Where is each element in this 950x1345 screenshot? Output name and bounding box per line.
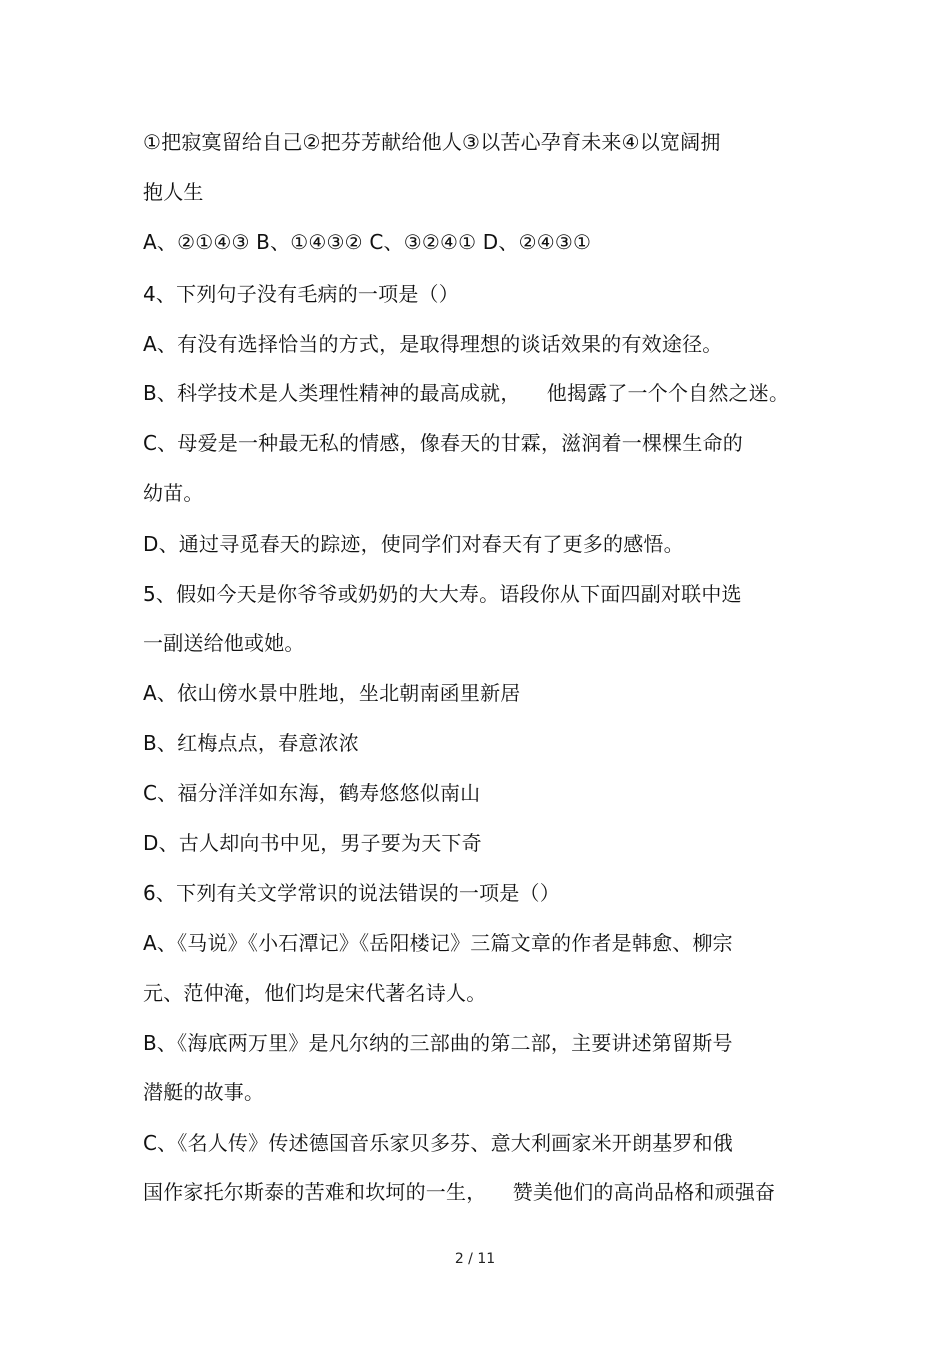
text-line: C、《名人传》传述德国音乐家贝多芬、意大利画家米开朗基罗和俄 bbox=[143, 1131, 733, 1155]
text-line: A、《马说》《小石潭记》《岳阳楼记》三篇文章的作者是韩愈、柳宗 bbox=[143, 931, 733, 955]
text-line: B、科学技术是人类理性精神的最高成就， 他揭露了一个个自然之迷。 bbox=[143, 381, 790, 405]
text-line: A、依山傍水景中胜地，坐北朝南函里新居 bbox=[143, 681, 521, 705]
text-line: C、福分洋洋如东海，鹤寿悠悠似南山 bbox=[143, 781, 481, 805]
text-line: A、②①④③ B、①④③② C、③②④① D、②④③① bbox=[143, 230, 592, 254]
text-line: A、有没有选择恰当的方式，是取得理想的谈话效果的有效途径。 bbox=[143, 332, 723, 356]
question-5-text: 5、假如今天是你爷爷或奶奶的大大寿。语段你从下面四副对联中选 bbox=[143, 582, 742, 606]
text-line: 一副送给他或她。 bbox=[143, 631, 305, 655]
text-line: B、红梅点点，春意浓浓 bbox=[143, 731, 359, 755]
text-line: B、《海底两万里》是凡尔纳的三部曲的第二部，主要讲述第留斯号 bbox=[143, 1031, 733, 1055]
text-line: 潜艇的故事。 bbox=[143, 1080, 265, 1104]
text-line: D、古人却向书中见，男子要为天下奇 bbox=[143, 831, 482, 855]
question-4-text: 4、下列句子没有毛病的一项是（） bbox=[143, 282, 459, 306]
text-line: 国作家托尔斯泰的苦难和坎坷的一生， 赞美他们的高尚品格和顽强奋 bbox=[143, 1180, 776, 1204]
page-number: 2 / 11 bbox=[454, 1251, 496, 1267]
text-line: 幼苗。 bbox=[143, 481, 204, 505]
text-line: 抱人生 bbox=[143, 180, 204, 204]
text-line: 元、范仲淹，他们均是宋代著名诗人。 bbox=[143, 981, 487, 1005]
text-line: ①把寂寞留给自己②把芬芳献给他人③以苦心孕育未来④以宽阔拥 bbox=[143, 130, 721, 154]
text-line: D、通过寻觅春天的踪迹，使同学们对春天有了更多的感悟。 bbox=[143, 532, 684, 556]
text-line: C、母爱是一种最无私的情感，像春天的甘霖，滋润着一棵棵生命的 bbox=[143, 431, 743, 455]
question-6-text: 6、下列有关文学常识的说法错误的一项是（） bbox=[143, 881, 560, 905]
